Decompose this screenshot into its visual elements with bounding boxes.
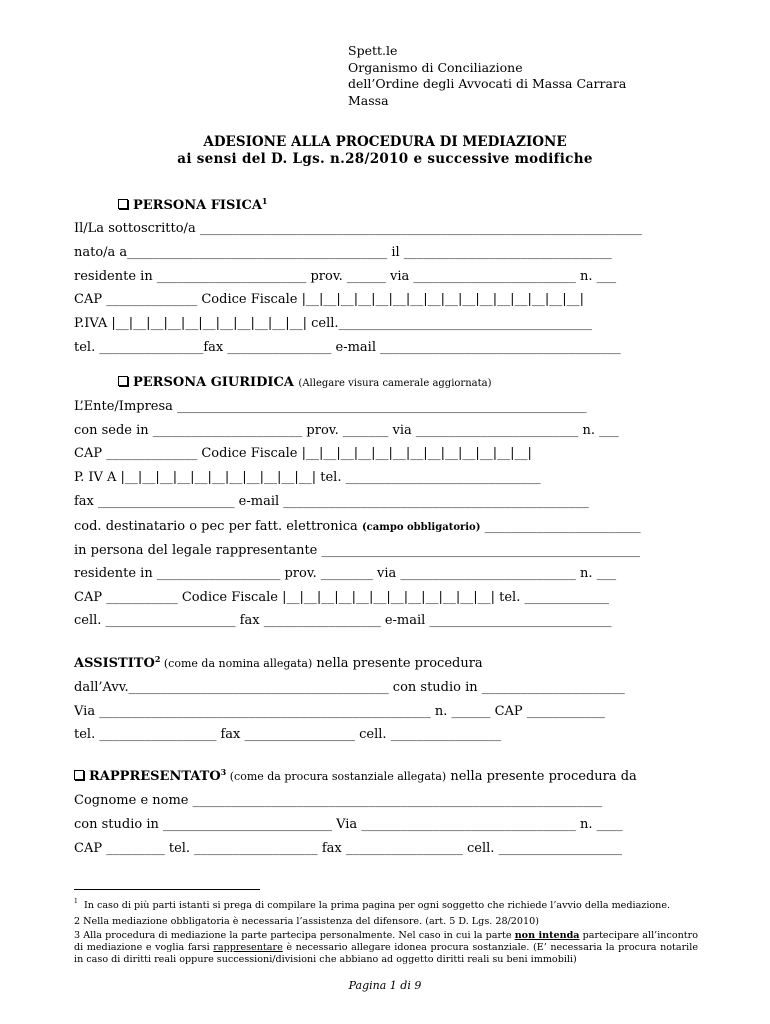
field-cell-fax-email[interactable]: cell. ____________________ fax __________________ e-mail ____________________________ bbox=[74, 613, 612, 628]
section-persona-giuridica bbox=[118, 375, 492, 392]
section-note: (come da procura sostanziale allegata) bbox=[226, 770, 447, 783]
addressee-line: Organismo di Conciliazione bbox=[348, 59, 523, 75]
pec-blank: ________________________ bbox=[480, 519, 641, 534]
page-number: Pagina 1 di 9 bbox=[348, 979, 422, 992]
document-subtitle: ai sensi del D. Lgs. n.28/2010 e successive modifiche bbox=[177, 151, 593, 167]
field-fax-email[interactable]: fax _____________________ e-mail _______________________________________________ bbox=[74, 494, 589, 509]
section-rappresentato bbox=[74, 769, 637, 785]
field-cap-tel-fax-cell[interactable]: CAP _________ tel. ___________________ fax __________________ cell. ___________________ bbox=[74, 841, 623, 856]
footnote-text: 3 Alla procedura di mediazione la parte partecipa personalmente. Nel caso in cui la parte bbox=[74, 930, 515, 941]
document-title: ADESIONE ALLA PROCEDURA DI MEDIAZIONE bbox=[203, 134, 567, 150]
required-tag: (campo obbligatorio) bbox=[361, 522, 481, 533]
field-ente-impresa[interactable]: L’Ente/Impresa _______________________________________________________________ bbox=[74, 399, 587, 414]
persona-fisica-checkbox[interactable] bbox=[118, 199, 128, 209]
addressee-block bbox=[348, 43, 626, 109]
field-via-cap[interactable]: Via ___________________________________________________ n. ______ CAP ____________ bbox=[74, 704, 605, 719]
section-persona-fisica bbox=[118, 198, 268, 214]
footnote-ref: 1 bbox=[261, 196, 268, 206]
section-note: (come da nomina allegata) bbox=[160, 657, 313, 670]
field-piva-cell[interactable]: P.IVA |__|__|__|__|__|__|__|__|__|__|__| cell._______________________________________ bbox=[74, 316, 593, 331]
field-residente[interactable]: residente in ___________________ prov. ________ via ___________________________ n. ___ bbox=[74, 566, 617, 581]
field-cap-codice-fiscale-tel[interactable]: CAP ___________ Codice Fiscale |__|__|__|__|__|__|__|__|__|__|__|__| tel. _____________ bbox=[74, 590, 609, 605]
field-sede[interactable]: con sede in _______________________ prov. _______ via _________________________ n. ___ bbox=[74, 423, 619, 438]
section-heading: PERSONA GIURIDICA bbox=[133, 375, 294, 390]
footnote-text: è necessario allegare idonea procura sostanziale. (E’ necessaria la procura notarile in caso di diritti reali oppure successioni/divisioni che abbiano ad oggetto diritti reali su beni immobili) bbox=[74, 942, 698, 965]
section-note: (Allegare visura camerale aggiornata) bbox=[298, 378, 492, 389]
field-tel-fax-email[interactable]: tel. ________________fax ________________ e-mail _____________________________________ bbox=[74, 340, 621, 355]
footnote-text: In caso di più parti istanti si prega di compilare la prima pagina per ogni soggetto che richiede l’avvio della mediazione. bbox=[83, 900, 671, 911]
footnote-ref: 3 bbox=[220, 767, 227, 777]
footnote-ref: 2 bbox=[154, 654, 161, 664]
section-assistito bbox=[74, 656, 483, 672]
persona-giuridica-checkbox[interactable] bbox=[118, 376, 128, 386]
addressee-line: dell’Ordine degli Avvocati di Massa Carrara bbox=[348, 76, 627, 91]
footnote-text: partecipare all’incontro di mediazione e voglia farsi bbox=[74, 930, 698, 953]
field-cognome-nome[interactable]: Cognome e nome _______________________________________________________________ bbox=[74, 793, 603, 808]
footnote-separator bbox=[74, 889, 260, 890]
field-cap-codice-fiscale[interactable]: CAP ______________ Codice Fiscale |__|__|__|__|__|__|__|__|__|__|__|__|__|__|__|__| bbox=[74, 292, 585, 307]
footnote-emphasis: non intenda bbox=[514, 930, 580, 941]
footnote-mark: 1 bbox=[74, 898, 78, 905]
field-legale-rappresentante[interactable]: in persona del legale rappresentante _________________________________________________ bbox=[74, 543, 641, 558]
footnote-2: 2 Nella mediazione obbligatoria è necessaria l’assistenza del difensore. (art. 5 D. Lgs. 28/2010) bbox=[74, 916, 539, 927]
pec-label: cod. destinatario o pec per fatt. elettronica bbox=[74, 519, 362, 534]
field-avvocato[interactable]: dall’Avv.________________________________________ con studio in ______________________ bbox=[74, 680, 625, 695]
section-heading: ASSISTITO bbox=[74, 656, 155, 671]
field-pec[interactable] bbox=[74, 519, 641, 536]
section-rest: nella presente procedura da bbox=[446, 769, 637, 784]
field-cap-codice-fiscale[interactable]: CAP ______________ Codice Fiscale |__|__|__|__|__|__|__|__|__|__|__|__|__| bbox=[74, 446, 532, 461]
footnote-1 bbox=[74, 900, 698, 912]
field-studio-via[interactable]: con studio in __________________________ Via _________________________________ n. ____ bbox=[74, 817, 623, 832]
field-piva-tel[interactable]: P. IV A |__|__|__|__|__|__|__|__|__|__|__| tel. ______________________________ bbox=[74, 470, 541, 485]
addressee-line: Spett.le bbox=[348, 43, 398, 58]
footnote-3 bbox=[74, 930, 698, 966]
addressee-line: Massa bbox=[348, 92, 389, 108]
field-tel-fax-cell[interactable]: tel. __________________ fax _________________ cell. _________________ bbox=[74, 727, 502, 742]
footnote-emphasis: rappresentare bbox=[213, 942, 283, 953]
field-nato-a[interactable]: nato/a a________________________________________ il ________________________________ bbox=[74, 245, 612, 260]
section-heading: RAPPRESENTATO bbox=[89, 769, 221, 784]
field-sottoscritto[interactable]: Il/La sottoscritto/a ____________________________________________________________________ bbox=[74, 221, 642, 236]
field-residente[interactable]: residente in _______________________ prov. ______ via _________________________ n. ___ bbox=[74, 269, 617, 284]
rappresentato-checkbox[interactable] bbox=[74, 770, 84, 780]
section-heading: PERSONA FISICA bbox=[133, 198, 262, 213]
section-rest: nella presente procedura bbox=[312, 656, 483, 671]
